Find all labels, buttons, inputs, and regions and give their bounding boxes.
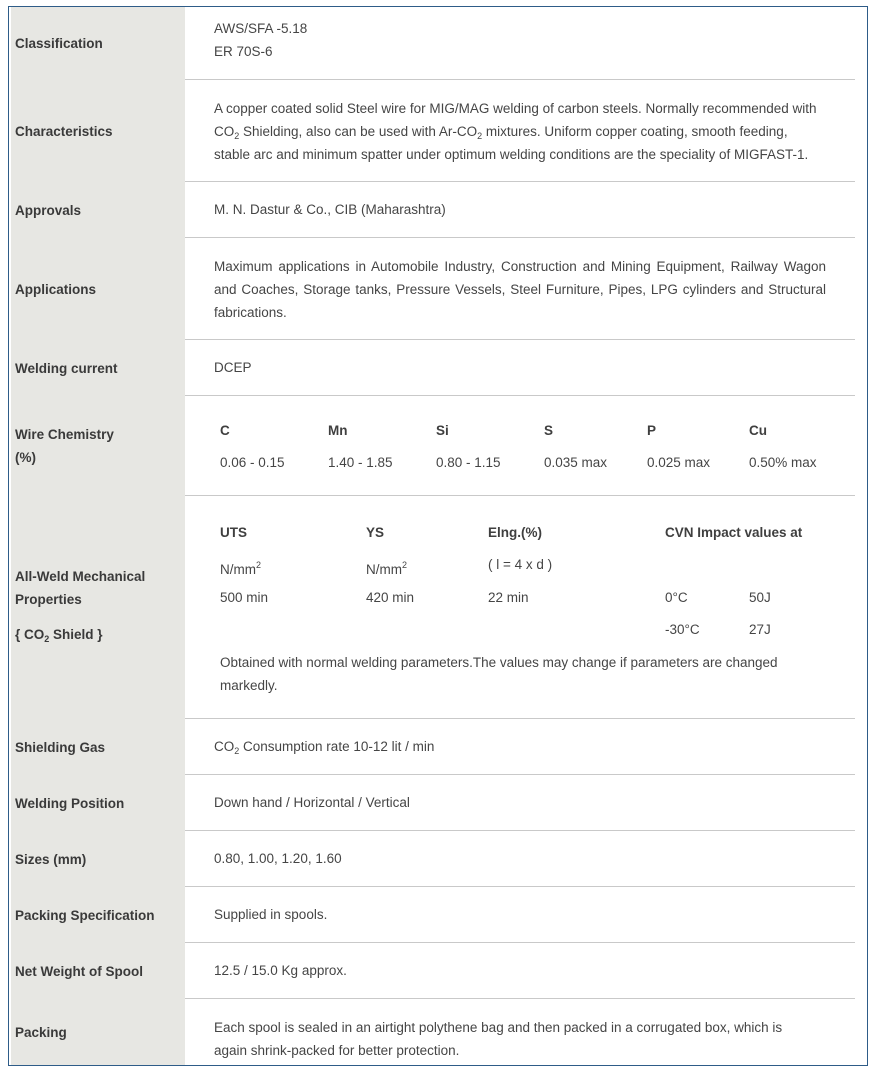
row-label: Net Weight of Spool — [11, 943, 185, 999]
cvn-value: 50J — [749, 590, 771, 605]
row-label-line: (%) — [15, 450, 36, 465]
row-value — [185, 999, 855, 1065]
row-label-line: All-Weld Mechanical — [15, 568, 146, 584]
row-value — [185, 496, 855, 719]
ys-unit: $N/mm^2$ — [366, 560, 408, 577]
cvn-header: CVN Impact values at — [665, 525, 803, 540]
ys-header: YS — [366, 525, 385, 540]
row-label-line: Properties — [15, 591, 82, 607]
row-value — [185, 775, 855, 831]
chem-value: 0.80 - 1.15 — [436, 455, 501, 470]
chem-value: 0.035 max — [544, 455, 608, 470]
row-value — [185, 7, 855, 80]
uts-unit: $N/mm^2$ — [220, 560, 262, 577]
row-applications — [11, 238, 855, 340]
row-value — [185, 80, 855, 182]
row-label: Characteristics — [11, 80, 185, 182]
row-label: Applications — [11, 238, 185, 340]
chem-value: 0.50% max — [749, 455, 817, 470]
row-label: Classification — [11, 7, 185, 80]
row-shielding-gas — [11, 719, 855, 775]
row-welding-current — [11, 340, 855, 396]
chem-element: Cu — [749, 423, 767, 438]
row-net-weight — [11, 943, 855, 999]
row-label: Packing Specification — [11, 887, 185, 943]
characteristics-line-2: $CO_2$ Shielding, also can be used with $Ar-CO_2$ mixtures. Uniform copper coating, smooth feeding, — [214, 124, 788, 141]
row-sizes — [11, 831, 855, 887]
packing-value: Each spool is sealed in an airtight polythene bag and then packed in a corrugated box, which is again shrink-packed for better protection. — [214, 1020, 783, 1058]
row-value — [185, 943, 855, 999]
row-label — [11, 396, 185, 496]
cvn-temperature: -30°C — [665, 622, 700, 637]
ys-value: 420 min — [366, 590, 415, 605]
chem-value: 0.06 - 0.15 — [220, 455, 285, 470]
characteristics-line-1: A copper coated solid Steel wire for MIG/MAG welding of carbon steels. Normally recommended with — [214, 101, 817, 116]
row-value — [185, 182, 855, 238]
chem-value: 1.40 - 1.85 — [328, 455, 393, 470]
applications-value: Maximum applications in Automobile Industry, Construction and Mining Equipment, Railway Wagon and Coaches, Storage tanks, Pressure Vessels, Steel Furniture, Pipes, LPG cylinders and Structural fabrications. — [214, 259, 826, 320]
cvn-value: 27J — [749, 622, 771, 637]
chem-element: P — [647, 423, 657, 438]
shielding-gas-value: $CO_2$ Consumption rate 10-12 lit / min — [214, 739, 435, 756]
row-mechanical-properties — [11, 496, 855, 719]
row-label: Welding current — [11, 340, 185, 396]
chem-element: C — [220, 423, 230, 438]
row-label: Shielding Gas — [11, 719, 185, 775]
classification-value-1: AWS/SFA -5.18 — [214, 21, 308, 36]
net-weight-value: 12.5 / 15.0 Kg approx. — [214, 963, 347, 978]
sizes-value: 0.80, 1.00, 1.20, 1.60 — [214, 851, 342, 866]
row-classification — [11, 7, 855, 80]
chem-value: 0.025 max — [647, 455, 711, 470]
row-value — [185, 396, 855, 496]
row-label: Packing — [11, 999, 185, 1065]
row-approvals — [11, 182, 855, 238]
row-packing-specification — [11, 887, 855, 943]
elongation-value: 22 min — [488, 590, 529, 605]
row-wire-chemistry — [11, 396, 855, 496]
elongation-header: Elng.(%) — [488, 525, 542, 540]
row-label-line: Wire Chemistry — [15, 427, 114, 442]
row-label-line: { $CO_2$ Shield } — [15, 626, 103, 644]
row-label: Approvals — [11, 182, 185, 238]
uts-value: 500 min — [220, 590, 269, 605]
mechanical-note: Obtained with normal welding parameters.The values may change if parameters are changed markedly. — [220, 655, 778, 693]
row-value — [185, 238, 855, 340]
chem-element: Si — [436, 423, 449, 438]
elongation-note: ( l = 4 x d ) — [488, 557, 553, 572]
cvn-temperature: 0°C — [665, 590, 688, 605]
characteristics-line-3: stable arc and minimum spatter under optimum welding conditions are the speciality of MIGFAST-1. — [214, 147, 809, 162]
approvals-value: M. N. Dastur & Co., CIB (Maharashtra) — [214, 202, 446, 217]
welding-position-value: Down hand / Horizontal / Vertical — [214, 795, 410, 810]
row-welding-position — [11, 775, 855, 831]
welding-current-value: DCEP — [214, 360, 252, 375]
row-label — [11, 496, 185, 719]
chem-element: Mn — [328, 423, 348, 438]
spec-table — [8, 6, 868, 1066]
row-characteristics — [11, 80, 855, 182]
row-value — [185, 831, 855, 887]
row-value — [185, 719, 855, 775]
row-value — [185, 340, 855, 396]
chem-element: S — [544, 423, 554, 438]
uts-header: UTS — [220, 525, 247, 540]
row-packing — [11, 999, 855, 1065]
packing-spec-value: Supplied in spools. — [214, 907, 328, 922]
row-value — [185, 887, 855, 943]
row-label: Sizes (mm) — [11, 831, 185, 887]
row-label: Welding Position — [11, 775, 185, 831]
classification-value-2: ER 70S-6 — [214, 44, 273, 59]
